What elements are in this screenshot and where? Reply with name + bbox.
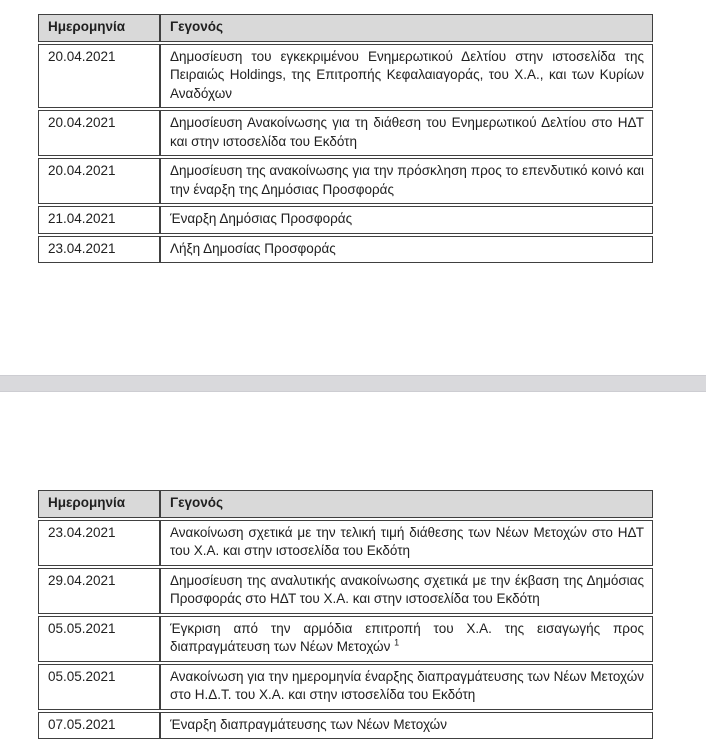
event-cell: Έγκριση από την αρμόδια επιτροπή του Χ.Α. της εισαγωγής προς διαπραγμάτευση των Νέων Μετοχών $^1$ [160,616,653,662]
table-row [38,44,653,109]
table-row [38,206,653,234]
date-cell: 20.04.2021 [38,44,160,109]
events-table-1-container [38,12,653,265]
event-cell: Ανακοίνωση σχετικά με την τελική τιμή διάθεσης των Νέων Μετοχών στο ΗΔΤ του Χ.Α. και στην ιστοσελίδα του Εκδότη [160,520,653,566]
date-cell: 20.04.2021 [38,158,160,204]
event-cell: Δημοσίευση της αναλυτικής ανακοίνωσης σχετικά με την έκβαση της Δημόσιας Προσφοράς στο ΗΔΤ του Χ.Α. και στην ιστοσελίδα του Εκδότη [160,568,653,614]
event-cell: Δημοσίευση της ανακοίνωσης για την πρόσκληση προς το επενδυτικό κοινό και την έναρξη της Δημόσιας Προσφοράς [160,158,653,204]
table-row [38,664,653,710]
date-cell: 07.05.2021 [38,712,160,740]
footnote-ref: 1 [394,637,400,648]
table-row [38,158,653,204]
events-table-1 [38,12,653,265]
event-cell: Έναρξη Δημόσιας Προσφοράς [160,206,653,234]
table-row [38,110,653,156]
header-row [38,14,653,42]
event-cell: Λήξη Δημοσίας Προσφοράς [160,236,653,264]
table-row [38,712,653,740]
events-table-2-container [38,488,653,741]
event-column-header: Γεγονός [160,490,653,518]
date-cell: 05.05.2021 [38,664,160,710]
event-cell: Δημοσίευση του εγκεκριμένου Ενημερωτικού Δελτίου στην ιστοσελίδα της Πειραιώς Holdings, της Επιτροπής Κεφαλαιαγοράς, του Χ.Α., και των Κυρίων Αναδόχων [160,44,653,109]
table-row [38,236,653,264]
event-cell: Έναρξη διαπραγμάτευσης των Νέων Μετοχών [160,712,653,740]
table-row [38,568,653,614]
date-cell: 20.04.2021 [38,110,160,156]
event-column-header: Γεγονός [160,14,653,42]
event-cell: Δημοσίευση Ανακοίνωσης για τη διάθεση του Ενημερωτικού Δελτίου στο ΗΔΤ και στην ιστοσελίδα του Εκδότη [160,110,653,156]
page-gap-band [0,375,706,392]
date-column-header: Ημερομηνία [38,14,160,42]
date-cell: 21.04.2021 [38,206,160,234]
date-cell: 05.05.2021 [38,616,160,662]
table-row [38,616,653,662]
date-cell: 23.04.2021 [38,520,160,566]
event-cell: Ανακοίνωση για την ημερομηνία έναρξης διαπραγμάτευσης των Νέων Μετοχών στο Η.Δ.Τ. του Χ.Α. και στην ιστοσελίδα του Εκδότη [160,664,653,710]
date-cell: 23.04.2021 [38,236,160,264]
date-column-header: Ημερομηνία [38,490,160,518]
date-cell: 29.04.2021 [38,568,160,614]
header-row [38,490,653,518]
table-row [38,520,653,566]
events-table-2 [38,488,653,741]
